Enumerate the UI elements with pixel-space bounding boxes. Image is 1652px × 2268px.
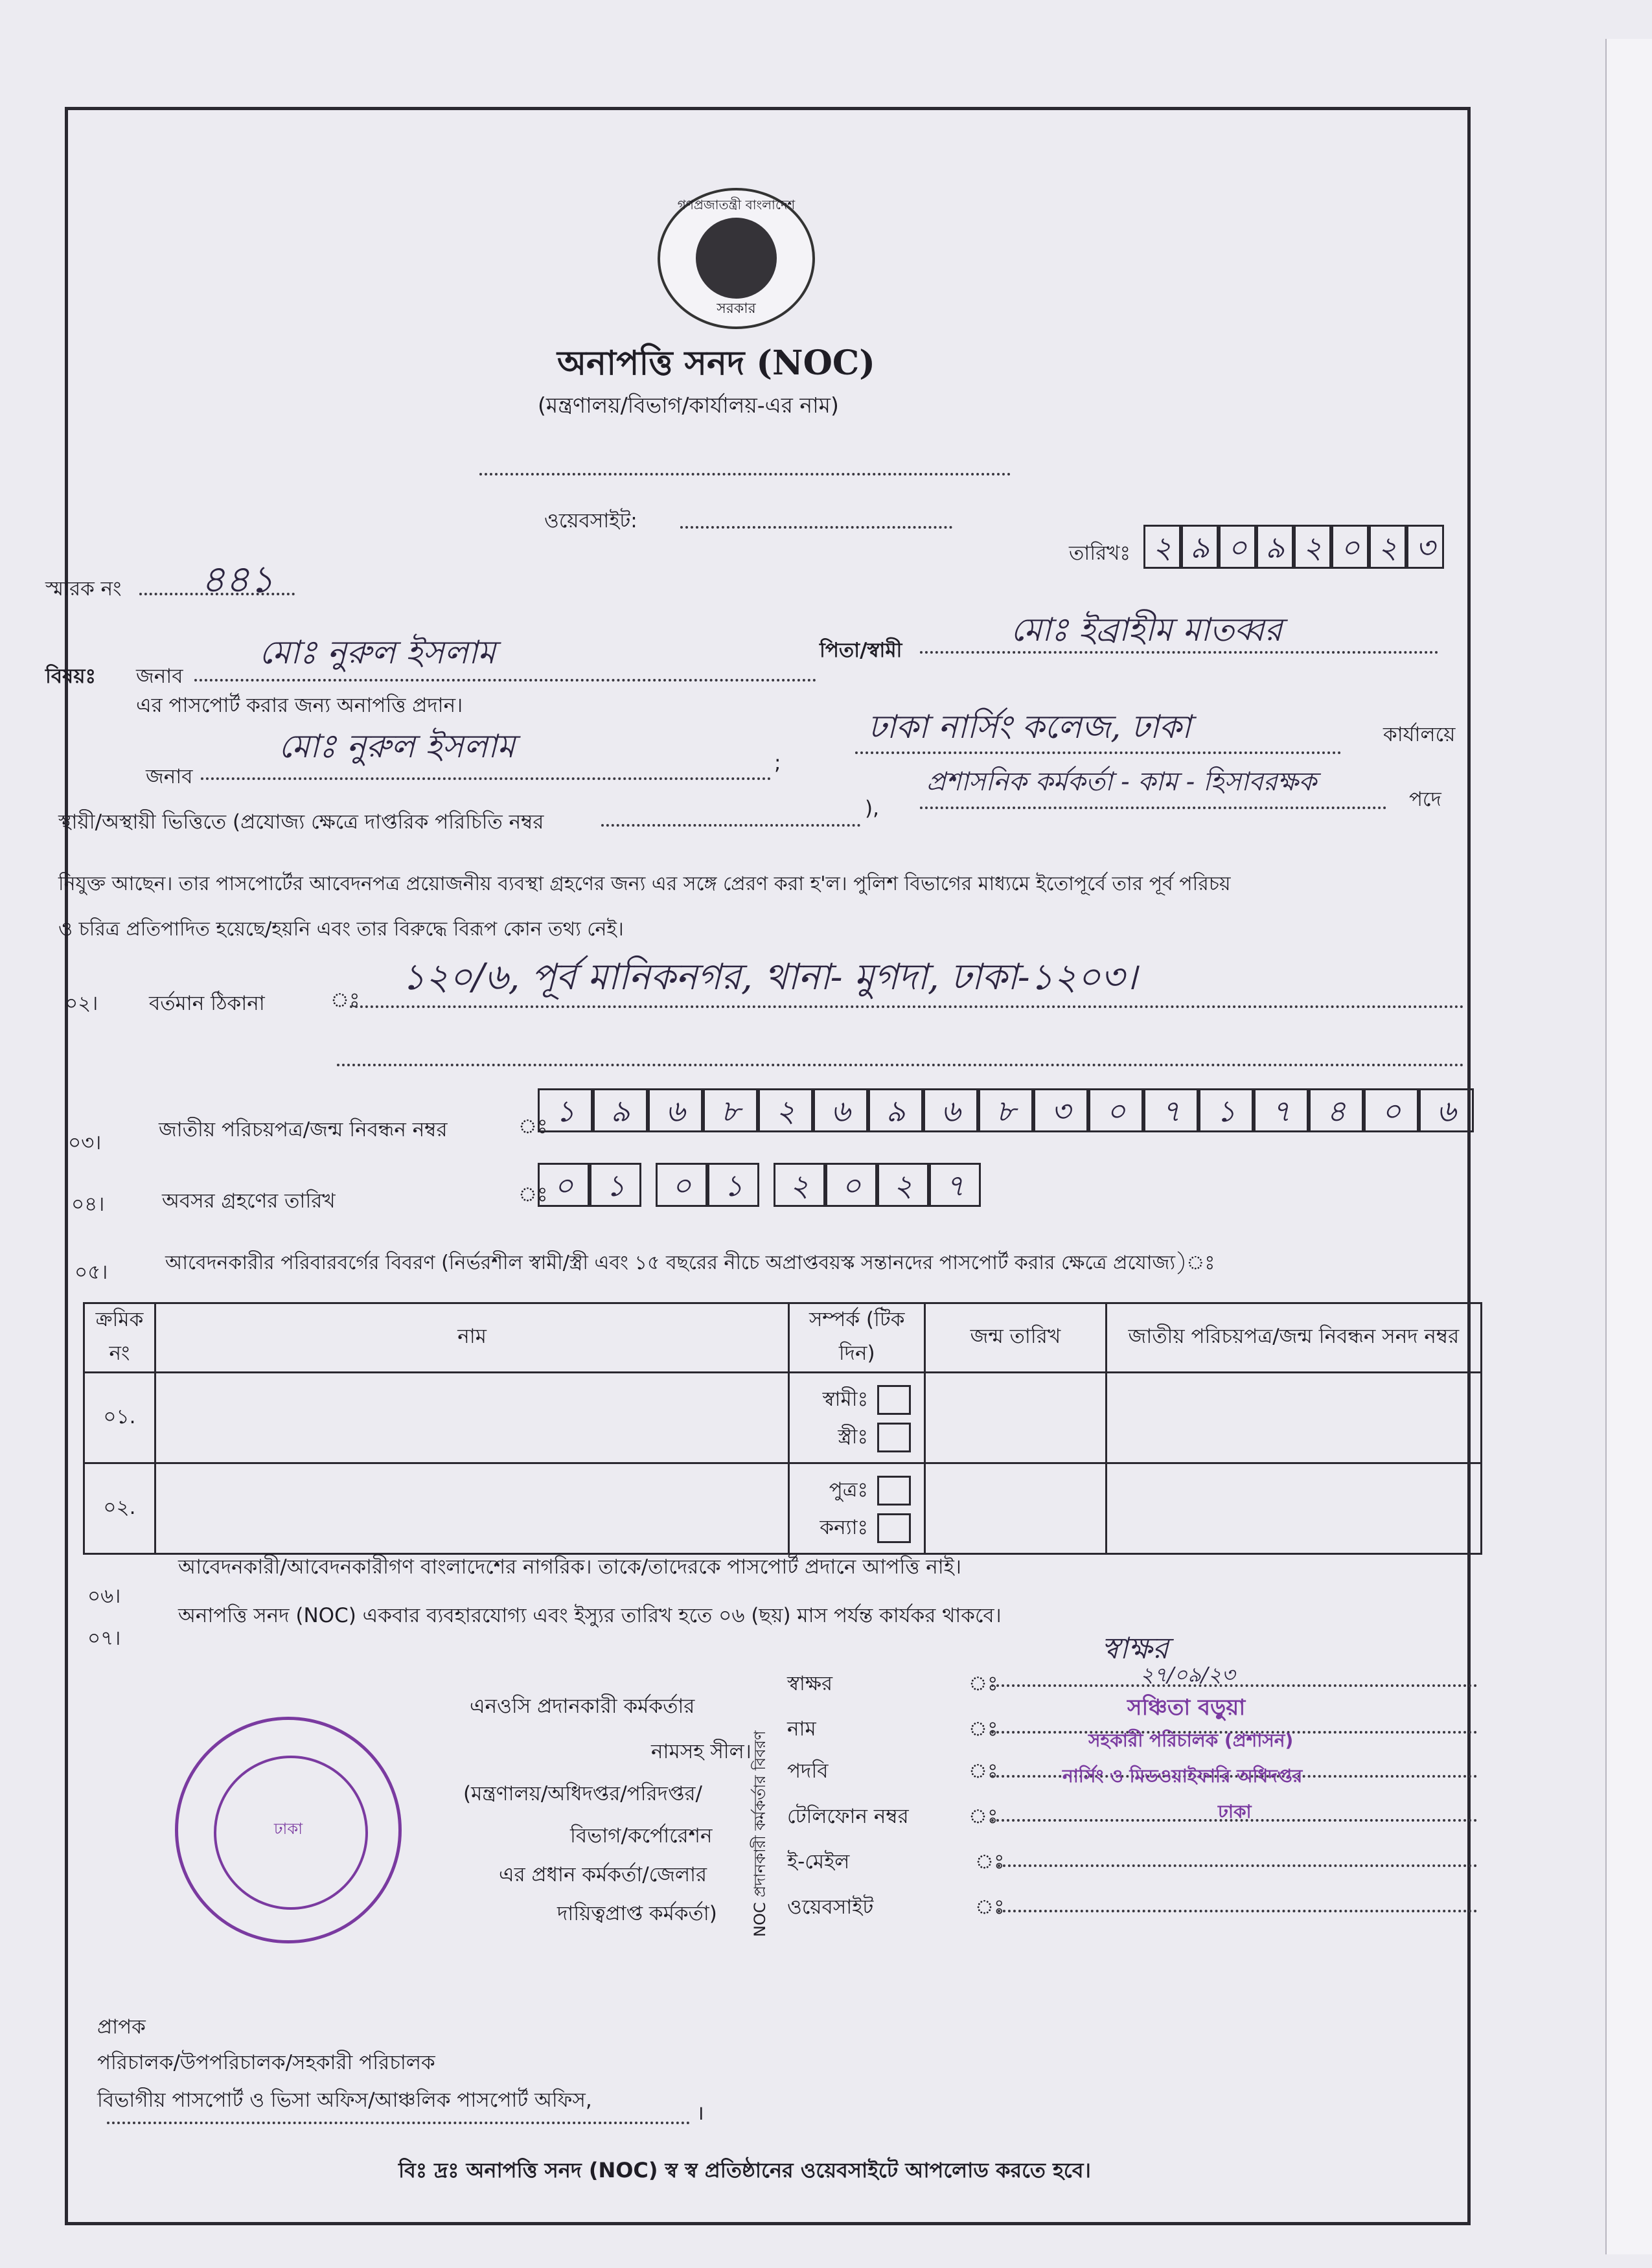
nid-digit-box-12: ৭ xyxy=(1143,1088,1199,1132)
recipient-line-2: বিভাগীয় পাসপোর্ট ও ভিসা অফিস/আঞ্চলিক পাসপোর্ট অফিস, xyxy=(97,2089,592,2112)
field-designation-label: পদবি xyxy=(787,1759,829,1783)
nid-digit-box-4: ৮ xyxy=(703,1088,758,1132)
husband-checkbox[interactable] xyxy=(877,1385,911,1415)
nid-digit-box-5: ২ xyxy=(758,1088,813,1132)
retirement-label: অবসর গ্রহণের তারিখ xyxy=(162,1189,336,1213)
noc-officer-vertical-label: NOC প্রদানকারী কর্মকর্তার বিবরণ xyxy=(751,1730,769,1937)
nid-digit-box-8: ৬ xyxy=(923,1088,978,1132)
son-checkbox[interactable] xyxy=(877,1476,911,1506)
row-nid-cell[interactable] xyxy=(1106,1373,1481,1463)
relation-son-label: পুত্রঃ xyxy=(829,1478,869,1502)
date-digit-box-7: ২ xyxy=(1369,525,1406,569)
address-label: বর্তমান ঠিকানা xyxy=(149,992,265,1015)
retirement-digit-box-8: ৭ xyxy=(929,1163,981,1207)
retirement-digit-box-3: ০ xyxy=(656,1163,707,1207)
retirement-digit-box-5: ২ xyxy=(774,1163,825,1207)
body-paragraph-1: নিযুক্ত আছেন। তার পাসপোর্টের আবেদনপত্র প্রয়োজনীয় ব্যবস্থা গ্রহণের জন্য এর সঙ্গে প্রেরণ করা হ'ল। পুলিশ বিভাগের মাধ্যমে ইতোপূর্বে তার পূর্ব পরিচয় xyxy=(58,873,1231,895)
relation-husband-label: স্বামীঃ xyxy=(822,1387,869,1411)
row-name-cell[interactable] xyxy=(155,1373,788,1463)
nid-digit-box-7: ৯ xyxy=(868,1088,923,1132)
signatory-line-5: এর প্রধান কর্মকর্তা/জেলার xyxy=(499,1863,707,1886)
table-row xyxy=(84,1463,1482,1554)
colon: ঃ xyxy=(969,1717,998,1741)
date-digit-box-1: ২ xyxy=(1143,525,1181,569)
colon: ঃ xyxy=(969,1759,998,1783)
office-name: ঢাকা নার্সিং কলেজ, ঢাকা xyxy=(868,708,1191,746)
row-serial: ০১. xyxy=(84,1373,155,1463)
item-07-text: অনাপত্তি সনদ (NOC) একবার ব্যবহারযোগ্য এবং ইস্যুর তারিখ হতে ০৬ (ছয়) মাস পর্যন্ত কার্যকর থাকবে। xyxy=(178,1604,1002,1627)
retirement-digit-box-6: ০ xyxy=(825,1163,877,1207)
item-04-number: ০৪। xyxy=(71,1193,105,1216)
retirement-colon: ঃ xyxy=(518,1183,548,1206)
field-telephone-label: টেলিফোন নম্বর xyxy=(787,1805,909,1828)
nid-digit-box-1: ১ xyxy=(538,1088,593,1132)
recipient-address-line xyxy=(107,2122,690,2124)
item-06-text: আবেদনকারী/আবেদনকারীগণ বাংলাদেশের নাগরিক। তাকে/তাদেরকে পাসপোর্ট প্রদানে আপত্তি নাই। xyxy=(178,1555,962,1579)
family-label: আবেদনকারীর পরিবারবর্গের বিবরণ (নির্ভরশীল স্বামী/স্ত্রী এবং ১৫ বছরের নীচে অপ্রাপ্তবয়স্ক সন্তানদের পাসপোর্ট করার ক্ষেত্রে প্রযোজ্য)ঃ xyxy=(165,1252,1215,1274)
memo-label: স্মারক নং xyxy=(45,577,122,601)
signatory-line-4: বিভাগ/কর্পোরেশন xyxy=(570,1824,713,1848)
address-line-2 xyxy=(337,1064,1464,1066)
nid-digit-box-2: ৯ xyxy=(593,1088,648,1132)
row-birthdate-cell[interactable] xyxy=(925,1463,1107,1554)
colon: ঃ xyxy=(969,1672,998,1695)
date-digit-box-2: ৯ xyxy=(1181,525,1219,569)
col-name: নাম xyxy=(155,1303,788,1373)
signatory-line-1: এনওসি প্রদানকারী কর্মকর্তার xyxy=(470,1695,695,1718)
row-nid-cell[interactable] xyxy=(1106,1463,1481,1554)
field-email-label: ই-মেইল xyxy=(787,1850,850,1873)
website-label: ওয়েবসাইট: xyxy=(544,509,637,533)
row-name-cell[interactable] xyxy=(155,1463,788,1554)
relation-wife-label: স্ত্রীঃ xyxy=(838,1425,869,1449)
subject-line2: এর পাসপোর্ট করার জন্য অনাপত্তি প্রদান। xyxy=(136,694,463,717)
item-02-number: ০২। xyxy=(65,992,98,1015)
signatory-line-6: দায়িত্বপ্রাপ্ত কর্মকর্তা) xyxy=(557,1902,717,1925)
retirement-digit-box-7: ২ xyxy=(877,1163,929,1207)
col-birthdate: জন্ম তারিখ xyxy=(925,1303,1107,1373)
emblem-icon xyxy=(696,218,777,299)
officer-signature: স্বাক্ষর xyxy=(1101,1631,1169,1666)
field-website-label: ওয়েবসাইট xyxy=(787,1896,874,1919)
website-line xyxy=(680,526,952,529)
footer-note: বিঃ দ্রঃ অনাপত্তি সনদ (NOC) স্ব স্ব প্রতিষ্ঠানের ওয়েবসাইটে আপলোড করতে হবে। xyxy=(398,2158,1092,2182)
office-suffix: কার্যালয়ে xyxy=(1383,723,1456,746)
recipient-label: প্রাপক xyxy=(97,2015,146,2039)
id-number-line xyxy=(601,824,860,827)
body-mr-label: জনাব xyxy=(146,765,193,788)
body-name: মোঃ নুরুল ইসলাম xyxy=(279,727,516,765)
subject-mr-label: জনাব xyxy=(136,665,183,688)
relation-daughter-label: কন্যাঃ xyxy=(820,1515,869,1539)
relation-cell xyxy=(789,1373,925,1463)
emblem-bottom-text: সরকার xyxy=(717,301,756,317)
nid-digit-box-11: ০ xyxy=(1088,1088,1143,1132)
memo-number: ৪৪১ xyxy=(201,557,274,601)
nid-digit-box-10: ৩ xyxy=(1033,1088,1088,1132)
seal-text: ঢাকা xyxy=(273,1820,303,1838)
recipient-line-1: পরিচালক/উপপরিচালক/সহকারী পরিচালক xyxy=(97,2051,435,2074)
date-digit-box-5: ২ xyxy=(1294,525,1331,569)
body-paragraph-2: ও চরিত্র প্রতিপাদিত হয়েছে/হয়নি এবং তার বিরুদ্ধে বিরূপ কোন তথ্য নেই। xyxy=(58,918,624,941)
nid-digit-box-9: ৮ xyxy=(978,1088,1033,1132)
basis-text: স্থায়ী/অস্থায়ী ভিত্তিতে (প্রযোজ্য ক্ষেত্রে দাপ্তরিক পরিচিতি নম্বর xyxy=(58,810,544,834)
colon: ঃ xyxy=(975,1896,1005,1919)
nid-label: জাতীয় পরিচয়পত্র/জন্ম নিবন্ধন নম্বর xyxy=(159,1118,448,1141)
col-relation: সম্পর্ক (টিক দিন) xyxy=(789,1303,925,1373)
basis-close: ), xyxy=(865,797,879,820)
col-nid: জাতীয় পরিচয়পত্র/জন্ম নিবন্ধন সনদ নম্বর xyxy=(1106,1303,1481,1373)
nid-digit-box-14: ৭ xyxy=(1254,1088,1309,1132)
post-line xyxy=(920,807,1386,809)
date-label: তারিখঃ xyxy=(1069,542,1131,565)
date-digit-box-6: ০ xyxy=(1331,525,1369,569)
item-07-number: ০৭। xyxy=(87,1627,121,1650)
date-digit-box-8: ৩ xyxy=(1406,525,1444,569)
item-06-number: ০৬। xyxy=(87,1585,121,1608)
relation-cell xyxy=(789,1463,925,1554)
stamp-organization: নার্সিং ও মিডওয়াইফারি অধিদপ্তর xyxy=(1062,1765,1303,1787)
row-birthdate-cell[interactable] xyxy=(925,1373,1107,1463)
retirement-digit-box-1: ০ xyxy=(538,1163,590,1207)
nid-colon: ঃ xyxy=(518,1115,548,1138)
table-row xyxy=(84,1373,1482,1463)
body-semicolon: ; xyxy=(774,751,781,775)
retirement-digit-box-4: ১ xyxy=(707,1163,759,1207)
emblem-top-text: গণপ্রজাতন্ত্রী বাংলাদেশ xyxy=(677,197,796,212)
nid-digit-box-15: ৪ xyxy=(1309,1088,1364,1132)
present-address: ১২০/৬, পূর্ব মানিকনগর, থানা- মুগদা, ঢাকা-১২০৩। xyxy=(402,956,1138,998)
nid-digit-box-16: ০ xyxy=(1364,1088,1419,1132)
family-table xyxy=(83,1302,1482,1555)
colon: ঃ xyxy=(969,1805,998,1828)
document-subtitle: (মন্ত্রণালয়/বিভাগ/কার্যালয়-এর নাম) xyxy=(538,393,839,418)
subject-label: বিষয়ঃ xyxy=(45,665,97,688)
stamp-officer-name: সঞ্চিতা বড়ুয়া xyxy=(1127,1695,1246,1721)
wife-checkbox[interactable] xyxy=(877,1423,911,1452)
nid-digit-box-6: ৬ xyxy=(813,1088,868,1132)
post-name: প্রশাসনিক কর্মকর্তা - কাম - হিসাবরক্ষক xyxy=(926,767,1317,797)
recipient-end: । xyxy=(696,2102,704,2125)
document-title: অনাপত্তি সনদ (NOC) xyxy=(557,343,875,383)
retirement-digit-box-2: ১ xyxy=(590,1163,641,1207)
col-serial: ক্রমিক নং xyxy=(84,1303,155,1373)
nid-digit-box-13: ১ xyxy=(1199,1088,1254,1132)
signature-date: ২৭/০৯/২৩ xyxy=(1140,1662,1235,1687)
nid-digit-box-17: ৬ xyxy=(1419,1088,1474,1132)
stamp-designation: সহকারী পরিচালক (প্রশাসন) xyxy=(1088,1730,1294,1751)
father-label: পিতা/স্বামী xyxy=(820,639,902,662)
row-serial: ০২. xyxy=(84,1463,155,1554)
signatory-line-3: (মন্ত্রণালয়/অধিদপ্তর/পরিদপ্তর/ xyxy=(463,1782,702,1805)
nid-digit-box-3: ৬ xyxy=(648,1088,703,1132)
body-name-line xyxy=(201,777,771,780)
item-05-number: ০৫। xyxy=(75,1261,108,1284)
stamp-location: ঢাকা xyxy=(1218,1801,1252,1822)
round-office-seal xyxy=(175,1717,402,1943)
subject-name: মোঃ নুরুল ইসলাম xyxy=(259,634,496,671)
father-name: মোঃ ইব্রাহীম মাতব্বর xyxy=(1011,611,1283,648)
government-emblem xyxy=(658,188,815,329)
daughter-checkbox[interactable] xyxy=(877,1513,911,1543)
address-colon: ঃ xyxy=(330,989,360,1012)
field-name-label: নাম xyxy=(787,1717,816,1741)
item-03-number: ০৩। xyxy=(68,1131,102,1154)
signatory-line-2: নামসহ সীল। xyxy=(651,1740,751,1763)
underlying-sheet-edge xyxy=(1605,39,1652,2254)
date-digit-box-4: ৯ xyxy=(1256,525,1294,569)
post-suffix: পদে xyxy=(1409,788,1441,811)
email-line xyxy=(998,1864,1477,1867)
website-line xyxy=(998,1910,1477,1912)
ministry-name-line xyxy=(479,473,1011,475)
field-signature-label: স্বাক্ষর xyxy=(787,1672,833,1695)
date-digit-box-3: ০ xyxy=(1219,525,1256,569)
colon: ঃ xyxy=(975,1850,1005,1873)
